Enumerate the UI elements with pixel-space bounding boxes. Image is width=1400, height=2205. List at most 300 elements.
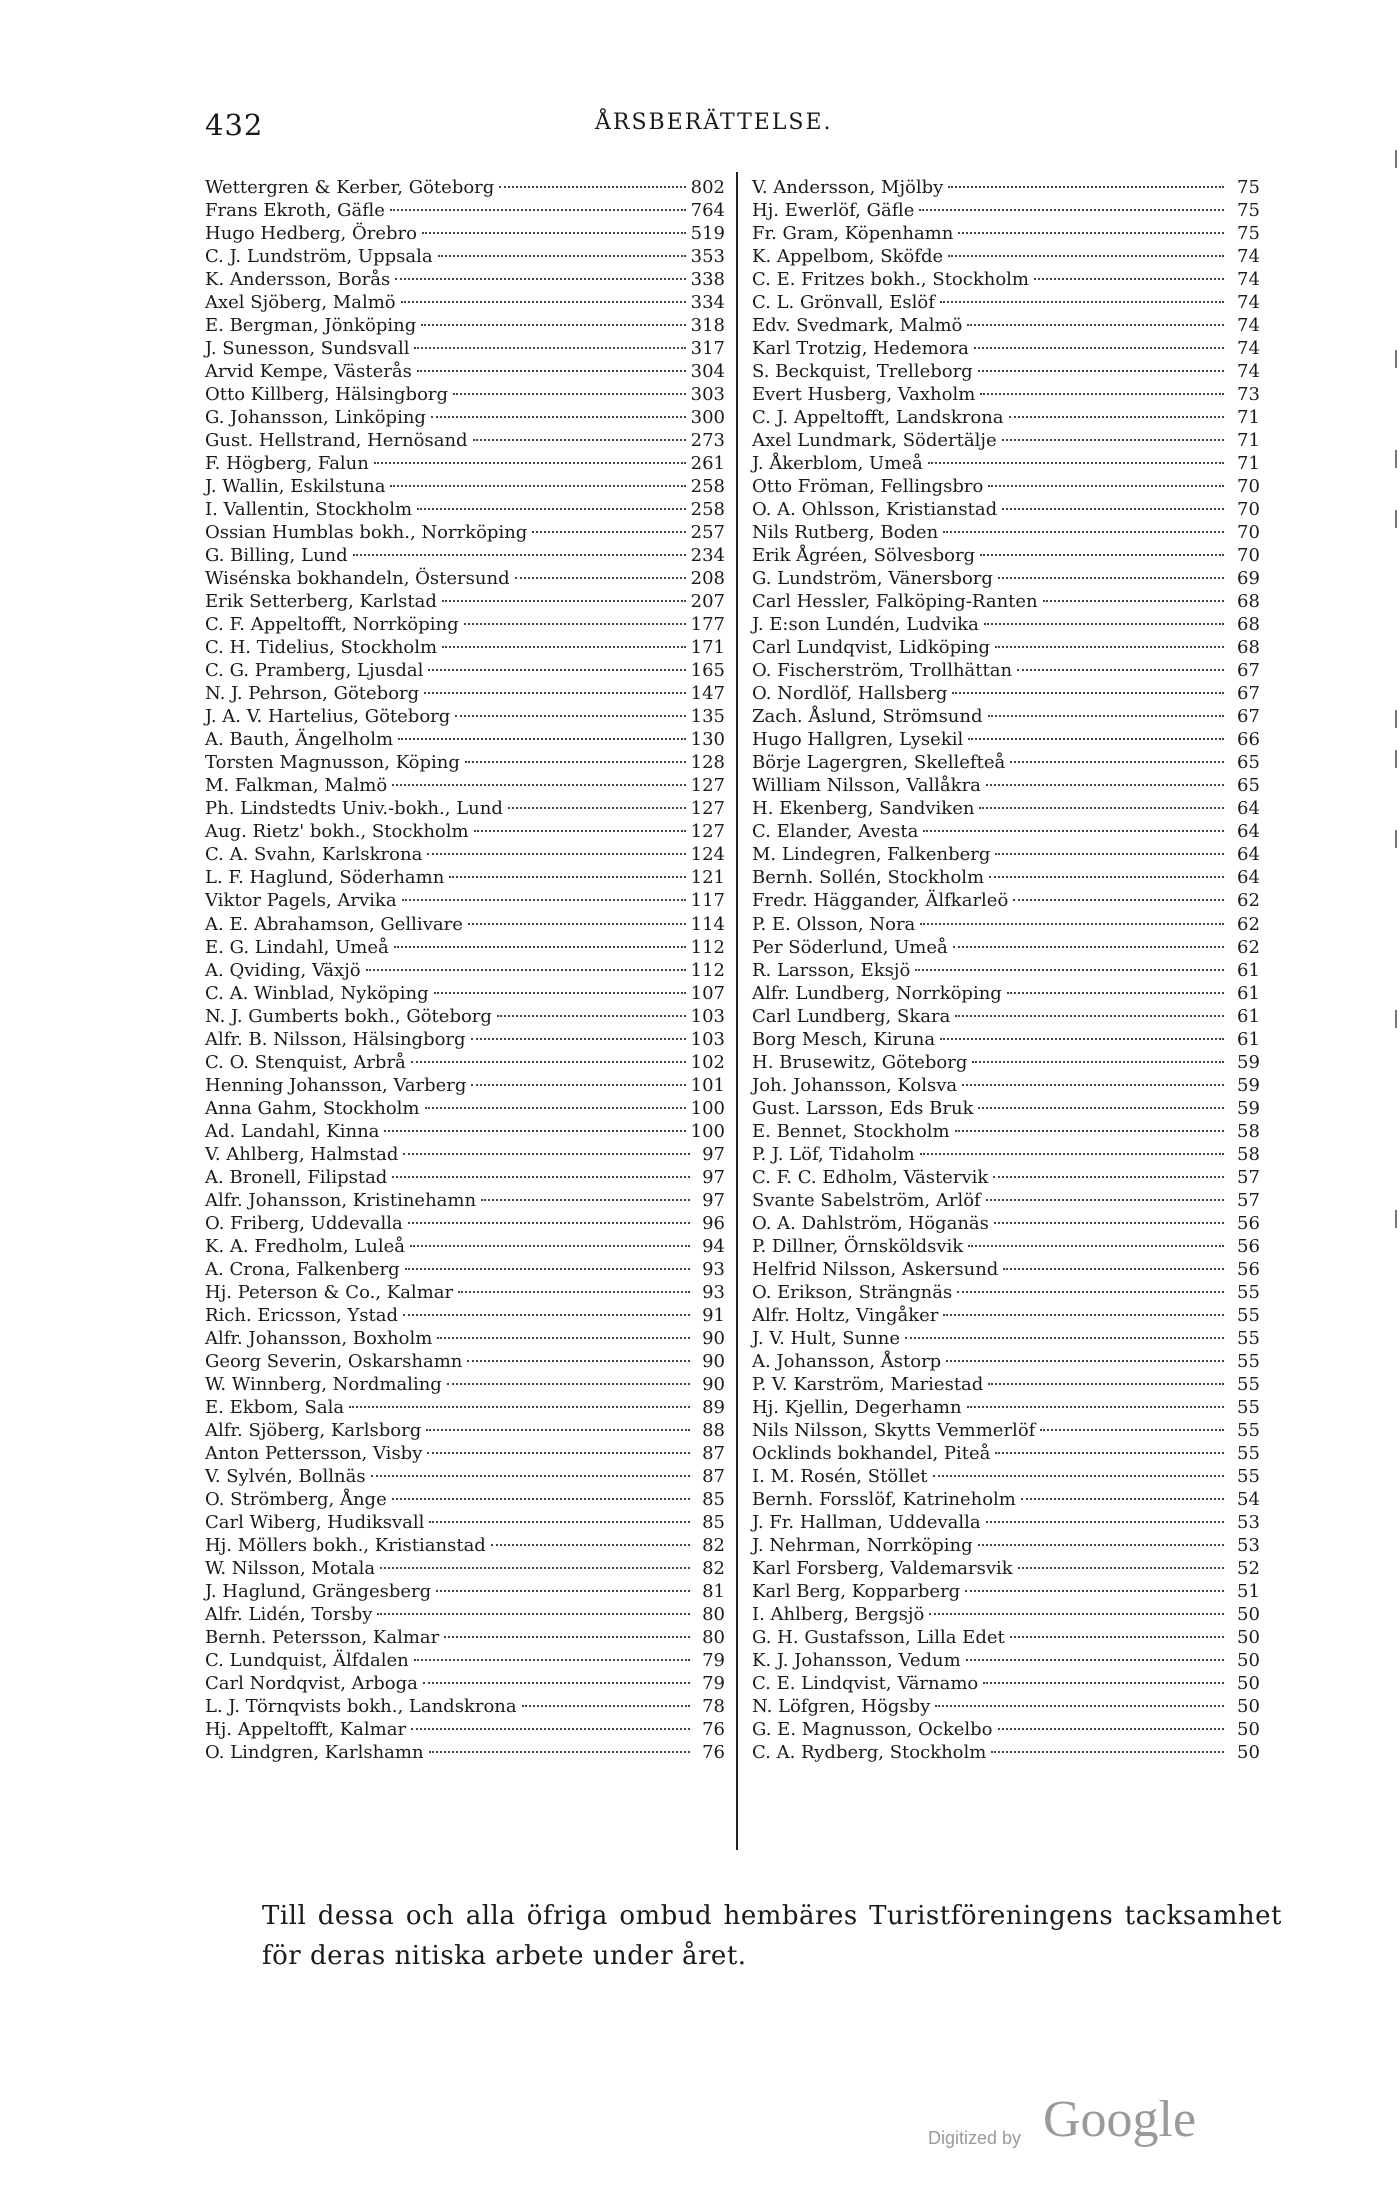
- agent-entry-row: [205, 406, 725, 429]
- agent-entry-row: [752, 1718, 1277, 1741]
- dot-leader: [437, 1337, 690, 1339]
- agent-entry-row: [205, 682, 725, 705]
- agent-name: H. Brusewitz, Göteborg: [752, 1051, 968, 1073]
- agent-value: 50: [1237, 1650, 1260, 1671]
- dot-leader: [392, 1498, 690, 1500]
- dot-leader: [491, 1544, 690, 1546]
- dot-leader: [957, 1291, 1224, 1293]
- agent-entry-row: [752, 1557, 1277, 1580]
- dot-leader: [442, 600, 686, 602]
- agent-name: Hugo Hedberg, Örebro: [205, 223, 417, 245]
- agent-value: 58: [1237, 1143, 1260, 1165]
- agent-value: 87: [702, 1465, 725, 1487]
- agent-entry-row: [752, 475, 1277, 498]
- agent-entry-row: [205, 1672, 725, 1695]
- dot-leader: [458, 1291, 690, 1293]
- dot-leader: [405, 1268, 690, 1270]
- agent-entry-row: [205, 1419, 725, 1442]
- agent-value: 273: [690, 430, 725, 452]
- agent-value: 55: [1237, 1350, 1260, 1372]
- agent-name: Alfr. Johansson, Boxholm: [205, 1327, 433, 1349]
- dot-leader: [979, 807, 1224, 809]
- left-column-list: [205, 176, 725, 1764]
- agent-entry-row: [752, 245, 1277, 268]
- agent-value: 171: [690, 637, 725, 659]
- right-column-list: [752, 176, 1277, 1764]
- agent-name: G. Johansson, Linköping: [205, 407, 426, 429]
- agent-name: Per Söderlund, Umeå: [752, 936, 948, 958]
- agent-name: A. Bronell, Filipstad: [205, 1166, 388, 1188]
- dot-leader: [953, 946, 1224, 948]
- agent-entry-row: [205, 1304, 725, 1327]
- dot-leader: [414, 347, 685, 349]
- agent-value: 80: [702, 1626, 725, 1648]
- agent-value: 61: [1237, 982, 1260, 1004]
- agent-name: Zach. Åslund, Strömsund: [752, 706, 983, 728]
- agent-entry-row: [752, 498, 1277, 521]
- agent-value: 55: [1237, 1419, 1260, 1441]
- agent-name: C. L. Grönvall, Eslöf: [752, 292, 935, 314]
- agent-value: 55: [1237, 1373, 1260, 1395]
- agent-value: 53: [1237, 1511, 1260, 1533]
- dot-leader: [429, 1751, 690, 1753]
- agent-name: S. Beckquist, Trelleborg: [752, 361, 973, 383]
- agent-value: 62: [1237, 890, 1260, 912]
- dot-leader: [464, 623, 686, 625]
- agent-value: 73: [1237, 384, 1260, 406]
- dot-leader: [983, 1682, 1224, 1684]
- agent-value: 177: [690, 614, 725, 636]
- agent-value: 519: [690, 223, 725, 245]
- agent-entry-row: [752, 360, 1277, 383]
- dot-leader: [431, 416, 686, 418]
- dot-leader: [390, 485, 685, 487]
- agent-value: 300: [690, 407, 725, 429]
- agent-value: 70: [1237, 499, 1260, 521]
- agent-entry-row: [752, 1442, 1277, 1465]
- agent-value: 97: [702, 1143, 725, 1165]
- agent-value: 96: [702, 1212, 725, 1234]
- agent-name: I. Vallentin, Stockholm: [205, 499, 413, 521]
- agent-value: 56: [1237, 1212, 1260, 1234]
- agent-name: Gust. Hellstrand, Hernösand: [205, 430, 468, 452]
- agent-entry-row: [205, 544, 725, 567]
- dot-leader: [403, 1314, 690, 1316]
- dot-leader: [995, 646, 1224, 648]
- agent-name: Arvid Kempe, Västerås: [205, 361, 412, 383]
- agent-name: C. J. Appeltofft, Landskrona: [752, 407, 1004, 429]
- agent-name: Aug. Rietz' bokh., Stockholm: [205, 821, 469, 843]
- dot-leader: [989, 876, 1224, 878]
- dot-leader: [1007, 992, 1224, 994]
- agent-value: 50: [1237, 1696, 1260, 1718]
- agent-name: O. Erikson, Strängnäs: [752, 1281, 953, 1303]
- dot-leader: [984, 623, 1224, 625]
- agent-name: C. J. Lundström, Uppsala: [205, 246, 433, 268]
- agent-value: 56: [1237, 1235, 1260, 1257]
- agent-value: 69: [1237, 568, 1260, 590]
- agent-name: C. A. Svahn, Karlskrona: [205, 844, 423, 866]
- agent-value: 71: [1237, 407, 1260, 429]
- agent-name: Axel Lundmark, Södertälje: [752, 430, 997, 452]
- agent-value: 124: [690, 844, 725, 866]
- agent-entry-row: [205, 360, 725, 383]
- dot-leader: [449, 876, 685, 878]
- dot-leader: [1017, 669, 1224, 671]
- dot-leader: [1003, 1268, 1224, 1270]
- dot-leader: [508, 807, 686, 809]
- dot-leader: [468, 923, 686, 925]
- dot-leader: [967, 1406, 1224, 1408]
- agent-value: 55: [1237, 1281, 1260, 1303]
- dot-leader: [497, 1015, 686, 1017]
- agent-entry-row: [205, 866, 725, 889]
- agent-name: A. Crona, Falkenberg: [205, 1258, 400, 1280]
- agent-name: Hj. Peterson & Co., Kalmar: [205, 1281, 454, 1303]
- agent-value: 114: [690, 913, 725, 935]
- agent-value: 51: [1237, 1580, 1260, 1602]
- agent-value: 76: [702, 1719, 725, 1741]
- agent-name: Anna Gahm, Stockholm: [205, 1097, 420, 1119]
- agent-name: J. Wallin, Eskilstuna: [205, 476, 386, 498]
- dot-leader: [988, 715, 1224, 717]
- agent-entry-row: [205, 1580, 725, 1603]
- agent-name: P. Dillner, Örnsköldsvik: [752, 1235, 964, 1257]
- agent-entry-row: [752, 1189, 1277, 1212]
- agent-entry-row: [205, 176, 725, 199]
- agent-entry-row: [205, 1120, 725, 1143]
- agent-name: J. Nehrman, Norrköping: [752, 1534, 973, 1556]
- agent-name: A. Qviding, Växjö: [205, 959, 361, 981]
- agent-value: 100: [690, 1120, 725, 1142]
- agent-name: V. Ahlberg, Halmstad: [205, 1143, 399, 1165]
- agent-name: Georg Severin, Oskarshamn: [205, 1350, 463, 1372]
- dot-leader: [1010, 761, 1224, 763]
- agent-entry-row: [205, 613, 725, 636]
- dot-leader: [474, 830, 686, 832]
- agent-value: 87: [702, 1442, 725, 1464]
- agent-entry-row: [752, 1396, 1277, 1419]
- agent-entry-row: [205, 751, 725, 774]
- agent-value: 317: [690, 338, 725, 360]
- agent-value: 764: [690, 200, 725, 222]
- agent-entry-row: [205, 1373, 725, 1396]
- dot-leader: [395, 278, 685, 280]
- watermark-google-text: Google: [1043, 2091, 1197, 2148]
- agent-name: C. A. Winblad, Nyköping: [205, 982, 429, 1004]
- agent-entry-row: [205, 1396, 725, 1419]
- dot-leader: [962, 1084, 1224, 1086]
- agent-entry-row: [205, 498, 725, 521]
- agent-entry-row: [205, 291, 725, 314]
- agent-name: V. Sylvén, Bollnäs: [205, 1465, 366, 1487]
- page-number: 432: [205, 108, 264, 142]
- agent-name: W. Winnberg, Nordmaling: [205, 1373, 442, 1395]
- agent-entry-row: [205, 1695, 725, 1718]
- agent-value: 82: [702, 1534, 725, 1556]
- agent-name: Erik Ågréen, Sölvesborg: [752, 545, 976, 567]
- agent-value: 81: [702, 1580, 725, 1602]
- agent-name: Henning Johansson, Varberg: [205, 1074, 467, 1096]
- agent-value: 353: [690, 246, 725, 268]
- agent-entry-row: [752, 1465, 1277, 1488]
- agent-entry-row: [205, 1189, 725, 1212]
- agent-entry-row: [752, 705, 1277, 728]
- agent-name: C. O. Stenquist, Arbrå: [205, 1051, 406, 1073]
- agent-value: 94: [702, 1235, 725, 1257]
- agent-value: 57: [1237, 1189, 1260, 1211]
- agent-entry-row: [752, 1534, 1277, 1557]
- agent-value: 74: [1237, 269, 1260, 291]
- agent-name: H. Ekenberg, Sandviken: [752, 798, 975, 820]
- agent-name: P. E. Olsson, Nora: [752, 913, 916, 935]
- dot-leader: [427, 1452, 690, 1454]
- dot-leader: [447, 1383, 690, 1385]
- dot-leader: [471, 1038, 686, 1040]
- agent-name: Alfr. Johansson, Kristinehamn: [205, 1189, 477, 1211]
- dot-leader: [384, 1130, 685, 1132]
- agent-name: Wettergren & Kerber, Göteborg: [205, 177, 495, 198]
- agent-name: Carl Hessler, Falköping-Ranten: [752, 591, 1038, 613]
- agent-name: Viktor Pagels, Arvika: [205, 890, 397, 912]
- agent-name: Evert Husberg, Vaxholm: [752, 384, 976, 406]
- agent-value: 117: [690, 890, 725, 912]
- agent-value: 78: [702, 1696, 725, 1718]
- agent-value: 75: [1237, 177, 1260, 198]
- page-edge-marks: [1390, 150, 1400, 1250]
- dot-leader: [1010, 1636, 1224, 1638]
- agent-entry-row: [752, 913, 1277, 936]
- dot-leader: [436, 1590, 690, 1592]
- agent-name: O. Strömberg, Ånge: [205, 1488, 387, 1510]
- agent-entry-row: [205, 1005, 725, 1028]
- dot-leader: [1002, 439, 1224, 441]
- dot-leader: [991, 1751, 1224, 1753]
- agent-entry-row: [205, 1258, 725, 1281]
- agent-entry-row: [752, 521, 1277, 544]
- agent-entry-row: [205, 797, 725, 820]
- dot-leader: [968, 738, 1224, 740]
- agent-entry-row: [752, 1005, 1277, 1028]
- agent-name: Alfr. B. Nilsson, Hälsingborg: [205, 1028, 466, 1050]
- agent-entry-row: [752, 843, 1277, 866]
- agent-name: Karl Forsberg, Valdemarsvik: [752, 1557, 1013, 1579]
- agent-value: 93: [702, 1258, 725, 1280]
- agent-value: 61: [1237, 1028, 1260, 1050]
- agent-name: Ossian Humblas bokh., Norrköping: [205, 522, 528, 544]
- agent-entry-row: [752, 866, 1277, 889]
- closing-note: Till dessa och alla öfriga ombud hembäres Turistföreningens tacksamhet för deras nitiska arbete under året.: [262, 1901, 1282, 1971]
- agent-name: I. M. Rosén, Stöllet: [752, 1465, 928, 1487]
- dot-leader: [481, 1199, 690, 1201]
- agent-value: 74: [1237, 315, 1260, 337]
- dot-leader: [434, 992, 686, 994]
- agent-value: 71: [1237, 453, 1260, 475]
- dot-leader: [429, 1521, 690, 1523]
- agent-entry-row: [752, 268, 1277, 291]
- dot-leader: [471, 1084, 685, 1086]
- agent-entry-row: [205, 222, 725, 245]
- agent-name: Bernh. Petersson, Kalmar: [205, 1626, 440, 1648]
- agent-value: 54: [1237, 1488, 1260, 1510]
- dot-leader: [425, 1107, 686, 1109]
- agent-entry-row: [752, 1350, 1277, 1373]
- agent-entry-row: [205, 590, 725, 613]
- dot-leader: [401, 301, 686, 303]
- dot-leader: [943, 531, 1224, 533]
- agent-name: P. J. Löf, Tidaholm: [752, 1143, 915, 1165]
- agent-value: 64: [1237, 844, 1260, 866]
- agent-entry-row: [752, 1580, 1277, 1603]
- agent-entry-row: [205, 314, 725, 337]
- dot-leader: [467, 1360, 690, 1362]
- agent-entry-row: [205, 1442, 725, 1465]
- dot-leader: [968, 1245, 1224, 1247]
- agent-entry-row: [752, 728, 1277, 751]
- agent-name: Frans Ekroth, Gäfle: [205, 200, 385, 222]
- agent-entry-row: [205, 452, 725, 475]
- agent-value: 52: [1237, 1557, 1260, 1579]
- watermark-small-text: Digitized by: [928, 2128, 1022, 2148]
- agent-entry-row: [752, 797, 1277, 820]
- agent-value: 90: [702, 1373, 725, 1395]
- agent-name: C. G. Pramberg, Ljusdal: [205, 660, 424, 682]
- agent-value: 147: [690, 683, 725, 705]
- dot-leader: [958, 232, 1224, 234]
- agent-entry-row: [205, 1465, 725, 1488]
- dot-leader: [421, 324, 685, 326]
- dot-leader: [426, 1429, 690, 1431]
- agent-entry-row: [752, 659, 1277, 682]
- dot-leader: [499, 186, 685, 188]
- agent-entry-row: [205, 1603, 725, 1626]
- dot-leader: [1034, 278, 1224, 280]
- dot-leader: [1013, 899, 1224, 901]
- agent-entry-row: [752, 820, 1277, 843]
- agent-value: 70: [1237, 522, 1260, 544]
- dot-leader: [1009, 416, 1224, 418]
- dot-leader: [920, 1153, 1224, 1155]
- agent-entry-row: [205, 429, 725, 452]
- agent-name: J. Sunesson, Sundsvall: [205, 338, 410, 360]
- agent-entry-row: [205, 567, 725, 590]
- dot-leader: [1002, 508, 1224, 510]
- agent-value: 74: [1237, 361, 1260, 383]
- dot-leader: [978, 1544, 1224, 1546]
- agent-value: 74: [1237, 292, 1260, 314]
- agent-value: 89: [702, 1396, 725, 1418]
- agent-value: 101: [690, 1074, 725, 1096]
- agent-name: Edv. Svedmark, Malmö: [752, 315, 963, 337]
- agent-value: 67: [1237, 683, 1260, 705]
- agent-entry-row: [205, 475, 725, 498]
- agent-entry-row: [205, 1557, 725, 1580]
- agent-value: 135: [690, 706, 725, 728]
- agent-entry-row: [752, 176, 1277, 199]
- agent-value: 75: [1237, 200, 1260, 222]
- agent-value: 103: [690, 1028, 725, 1050]
- agent-value: 234: [690, 545, 725, 567]
- agent-entry-row: [752, 1741, 1277, 1764]
- dot-leader: [424, 692, 685, 694]
- dot-leader: [948, 255, 1224, 257]
- agent-name: N. J. Pehrson, Göteborg: [205, 683, 420, 705]
- agent-name: Otto Killberg, Hälsingborg: [205, 384, 449, 406]
- agent-name: Ph. Lindstedts Univ.-bokh., Lund: [205, 798, 503, 820]
- agent-entry-row: [205, 705, 725, 728]
- agent-entry-row: [205, 521, 725, 544]
- agent-entry-row: [205, 1281, 725, 1304]
- agent-entry-row: [205, 1327, 725, 1350]
- agent-value: 802: [690, 177, 725, 198]
- dot-leader: [428, 669, 685, 671]
- agent-entry-row: [205, 728, 725, 751]
- agent-entry-row: [205, 337, 725, 360]
- dot-leader: [349, 1406, 690, 1408]
- agent-value: 85: [702, 1488, 725, 1510]
- agent-name: Carl Nordqvist, Arboga: [205, 1673, 418, 1695]
- agent-value: 88: [702, 1419, 725, 1441]
- agent-entry-row: [205, 1051, 725, 1074]
- agent-value: 64: [1237, 867, 1260, 889]
- agent-entry-row: [752, 1327, 1277, 1350]
- agent-entry-row: [752, 636, 1277, 659]
- agent-value: 74: [1237, 338, 1260, 360]
- agent-name: G. E. Magnusson, Ockelbo: [752, 1719, 993, 1741]
- agent-value: 50: [1237, 1719, 1260, 1741]
- running-title: ÅRSBERÄTTELSE.: [595, 110, 833, 135]
- agent-value: 50: [1237, 1626, 1260, 1648]
- agent-name: Hj. Möllers bokh., Kristianstad: [205, 1534, 486, 1556]
- agent-value: 55: [1237, 1396, 1260, 1418]
- agent-name: O. Fischerström, Trollhättan: [752, 660, 1013, 682]
- dot-leader: [943, 1314, 1224, 1316]
- agent-entry-row: [205, 1718, 725, 1741]
- dot-leader: [411, 1061, 686, 1063]
- agent-value: 55: [1237, 1304, 1260, 1326]
- agent-value: 70: [1237, 545, 1260, 567]
- dot-leader: [392, 1176, 690, 1178]
- agent-entry-row: [752, 613, 1277, 636]
- agent-name: Axel Sjöberg, Malmö: [205, 292, 396, 314]
- agent-entry-row: [205, 199, 725, 222]
- agent-name: A. Johansson, Åstorp: [752, 1350, 942, 1372]
- agent-name: Alfr. Lidén, Torsby: [205, 1603, 373, 1625]
- dot-leader: [411, 1728, 690, 1730]
- agent-entry-row: [752, 1626, 1277, 1649]
- agent-name: K. A. Fredholm, Luleå: [205, 1235, 405, 1257]
- agent-entry-row: [205, 936, 725, 959]
- dot-leader: [905, 1337, 1224, 1339]
- dot-leader: [374, 462, 686, 464]
- agent-name: A. E. Abrahamson, Gellivare: [205, 913, 463, 935]
- agent-entry-row: [752, 889, 1277, 912]
- dot-leader: [998, 1728, 1225, 1730]
- agent-entry-row: [752, 1373, 1277, 1396]
- agent-entry-row: [752, 590, 1277, 613]
- dot-leader: [414, 1659, 690, 1661]
- agent-value: 97: [702, 1189, 725, 1211]
- agent-value: 257: [690, 522, 725, 544]
- agent-value: 85: [702, 1511, 725, 1533]
- agent-value: 68: [1237, 614, 1260, 636]
- agent-value: 303: [690, 384, 725, 406]
- agent-value: 79: [702, 1673, 725, 1695]
- agent-entry-row: [752, 959, 1277, 982]
- dot-leader: [929, 1613, 1224, 1615]
- agent-entry-row: [205, 889, 725, 912]
- agent-name: Alfr. Holtz, Vingåker: [752, 1304, 939, 1326]
